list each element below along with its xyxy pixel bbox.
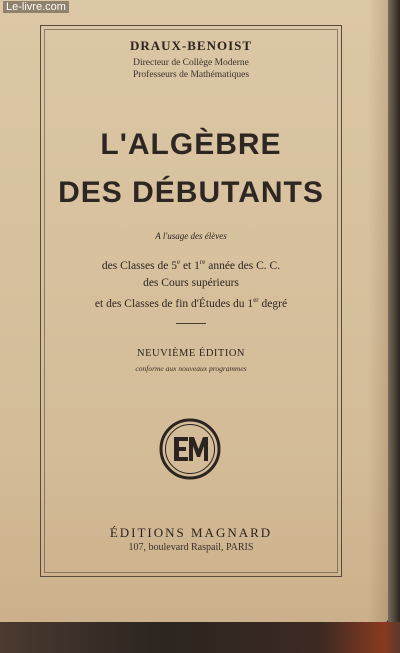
usage-note: A l'usage des élèves [155,231,227,241]
divider-rule [176,323,206,324]
em-monogram-logo-icon [158,417,222,481]
watermark: Le-livre.com [3,1,69,13]
edition-subtitle: conforme aux nouveaux programmes [135,364,247,373]
title-line-2: DES DÉBUTANTS [58,176,324,209]
publisher-name: ÉDITIONS MAGNARD [109,525,273,540]
author-line-1: Directeur de Collège Moderne [133,58,249,68]
publisher-address: 107, boulevard Raspail, PARIS [128,542,254,553]
classes-block [40,254,342,313]
author-name: DRAUX-BENOIST [129,38,253,53]
author-line-2: Professeurs de Mathématiques [132,70,250,80]
classes-line-1: des Classes de 5e et 1re année des C. C. [101,258,281,272]
background-surface [0,622,400,653]
book-spine-edge [388,0,400,653]
classes-line-2: des Cours supérieurs [143,276,239,289]
title-line-1: L'ALGÈBRE [100,128,282,161]
edition-label: NEUVIÈME ÉDITION [136,348,246,359]
author-credentials [40,57,342,81]
classes-line-3: et des Classes de fin d'Études du 1er degré [94,295,288,310]
